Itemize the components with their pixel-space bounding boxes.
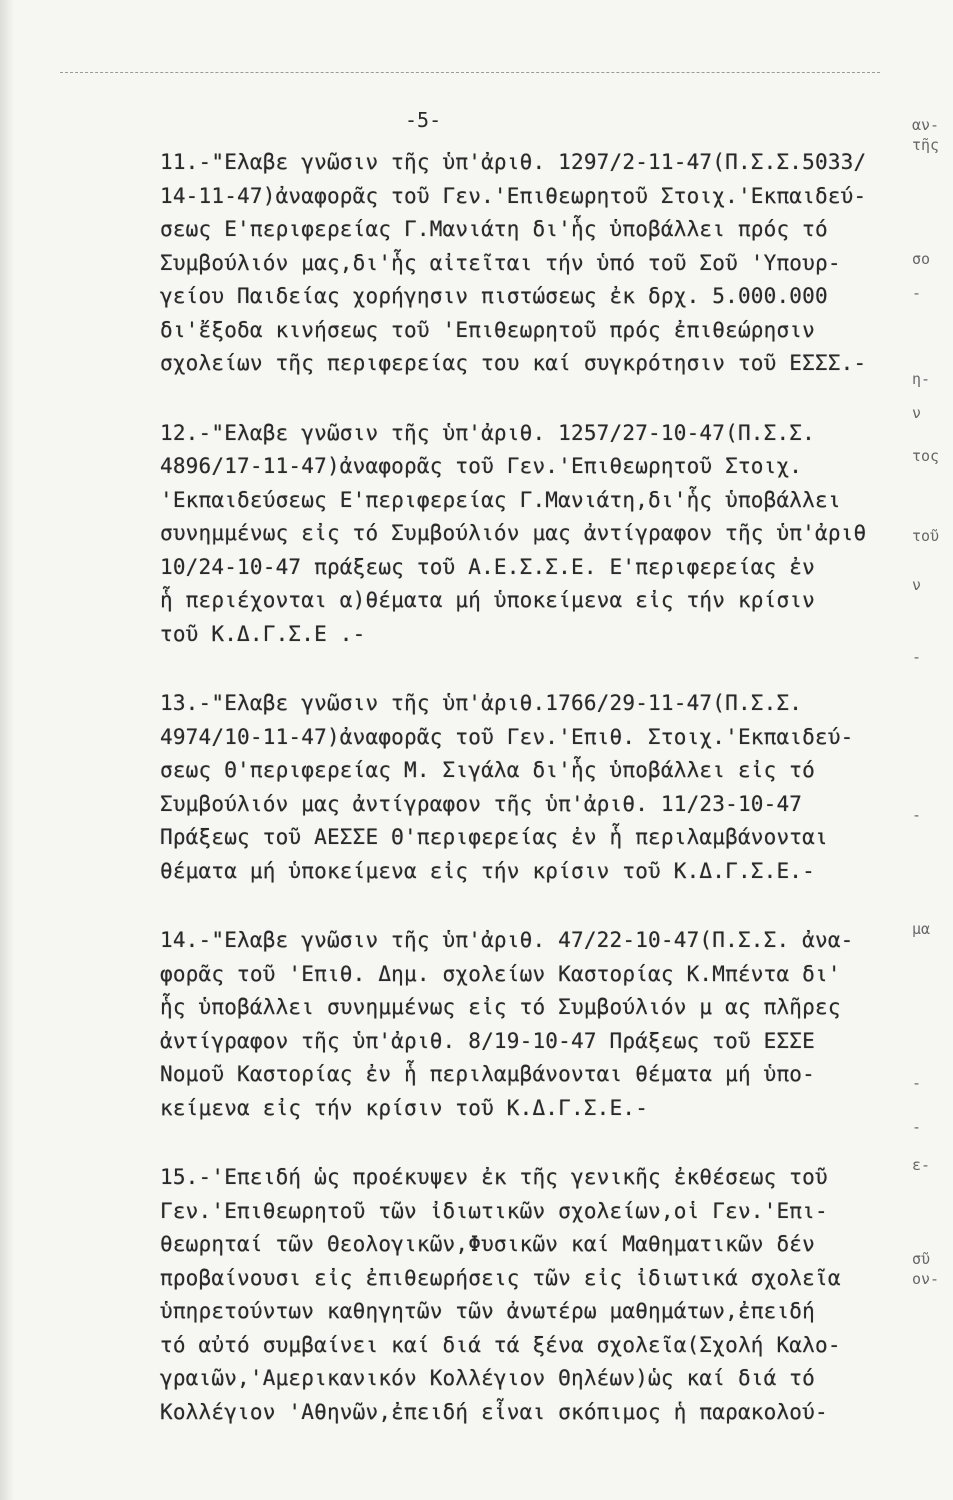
text-line: Κολλέγιον 'Αθηνῶν,ἐπειδή εἶναι σκόπιμος ἡ παρακολού- xyxy=(160,1399,828,1424)
margin-note: ν xyxy=(912,576,922,594)
text-line: θεωρηταί τῶν Θεολογικῶν,Φυσικῶν καί Μαθηματικῶν δέν xyxy=(160,1232,815,1256)
text-line: 13.-"Ελαβε γνῶσιν τῆς ὑπ'ἀριθ.1766/29-11-47(Π.Σ.Σ. xyxy=(160,691,803,715)
text-line: 11.-"Ελαβε γνῶσιν τῆς ὑπ'ἀριθ. 1297/2-11-47(Π.Σ.Σ.5033/ xyxy=(160,150,867,174)
text-line: προβαίνουσι εἰς ἐπιθεωρήσεις τῶν εἰς ἰδιωτικά σχολεῖα xyxy=(160,1265,841,1290)
text-line: Πράξεως τοῦ ΑΕΣΣΕ Θ'περιφερείας ἐν ἧ περιλαμβάνονται xyxy=(160,825,828,849)
text-line: δι'ἔξοδα κινήσεως τοῦ 'Επιθεωρητοῦ πρός ἐπιθεώρησιν xyxy=(160,317,815,342)
page-number: -5- xyxy=(405,108,442,132)
margin-note: η- xyxy=(912,370,931,388)
text-line: 14.-"Ελαβε γνῶσιν τῆς ὑπ'ἀριθ. 47/22-10-47(Π.Σ.Σ. ἀνα- xyxy=(160,928,854,952)
text-line: ἀντίγραφον τῆς ὑπ'ἀριθ. 8/19-10-47 Πράξεως τοῦ ΕΣΣΕ xyxy=(160,1028,815,1053)
text-line: τό αὐτό συμβαίνει καί διά τά ξένα σχολεῖα(Σχολή Καλο- xyxy=(160,1332,841,1357)
text-line: κείμενα εἰς τήν κρίσιν τοῦ Κ.Δ.Γ.Σ.Ε.- xyxy=(160,1095,649,1120)
text-line: γείου Παιδείας χορήγησιν πιστώσεως ἐκ δρχ. 5.000.000 xyxy=(160,284,828,308)
text-line: σεως Ε'περιφερείας Γ.Μανιάτη δι'ἧς ὑποβάλλει πρός τό xyxy=(160,217,828,241)
text-line: 14-11-47)ἀναφορᾶς τοῦ Γεν.'Επιθεωρητοῦ Στοιχ.'Εκπαιδεύ- xyxy=(160,183,867,208)
margin-note: - xyxy=(912,648,922,666)
text-line: 4974/10-11-47)ἀναφορᾶς τοῦ Γεν.'Επιθ. Στοιχ.'Εκπαιδεύ- xyxy=(160,724,854,749)
text-line: 4896/17-11-47)ἀναφορᾶς τοῦ Γεν.'Επιθεωρητοῦ Στοιχ. xyxy=(160,454,803,478)
margin-note: ε- xyxy=(912,1156,931,1174)
margin-note: σῦ xyxy=(912,1250,931,1268)
text-line: 'Εκπαιδεύσεως Ε'περιφερείας Γ.Μανιάτη,δι'ἧς ὑποβάλλει xyxy=(160,487,841,512)
text-line: 12.-"Ελαβε γνῶσιν τῆς ὑπ'ἀριθ. 1257/27-10-47(Π.Σ.Σ. xyxy=(160,420,815,445)
margin-note: - xyxy=(912,806,922,824)
text-line: σεως Θ'περιφερείας Μ. Σιγάλα δι'ἧς ὑποβάλλει εἰς τό xyxy=(160,758,815,782)
top-rule xyxy=(60,72,880,73)
binding-edge-text xyxy=(12,1190,30,1440)
margin-notes xyxy=(912,0,953,1500)
text-line: 15.-'Επειδή ὡς προέκυψεν ἐκ τῆς γενικῆς ἐκθέσεως τοῦ xyxy=(160,1165,828,1189)
document-body xyxy=(160,146,905,1465)
margin-note: τοῦ xyxy=(912,527,940,545)
text-line: Γεν.'Επιθεωρητοῦ τῶν ἰδιωτικῶν σχολείων,οἱ Γεν.'Επι- xyxy=(160,1198,828,1223)
margin-note: τος xyxy=(912,447,940,465)
margin-note: μα xyxy=(912,920,931,938)
margin-note: τῆς xyxy=(912,136,940,154)
text-line: θέματα μή ὑποκείμενα εἰς τήν κρίσιν τοῦ Κ.Δ.Γ.Σ.Ε.- xyxy=(160,858,815,883)
margin-note: - xyxy=(912,284,922,302)
paragraph-13 xyxy=(160,687,905,888)
margin-note: αν- xyxy=(912,116,940,134)
margin-note: - xyxy=(912,1074,922,1092)
paragraph-12 xyxy=(160,417,905,652)
margin-note: ν xyxy=(912,404,922,422)
margin-note: σο xyxy=(912,250,931,268)
paragraph-11 xyxy=(160,146,905,381)
text-line: σχολείων τῆς περιφερείας του καί συγκρότησιν τοῦ ΕΣΣΣ.- xyxy=(160,351,867,375)
paragraph-15 xyxy=(160,1161,905,1429)
text-line: φορᾶς τοῦ 'Επιθ. Δημ. σχολείων Καστορίας Κ.Μπέντα δι' xyxy=(160,961,841,986)
text-line: ὑπηρετούντων καθηγητῶν τῶν ἀνωτέρω μαθημάτων,ἐπειδή xyxy=(160,1299,815,1323)
margin-note: - xyxy=(912,1118,922,1136)
text-line: γραιῶν,'Αμερικανικόν Κολλέγιον Θηλέων)ὡς καί διά τό xyxy=(160,1366,815,1390)
text-line: Συμβούλιόν μας ἀντίγραφον τῆς ὑπ'ἀριθ. 11/23-10-47 xyxy=(160,791,803,816)
text-line: ἧς ὑποβάλλει συνημμένως εἰς τό Συμβούλιόν μ ας πλῆρες xyxy=(160,995,841,1019)
paragraph-14 xyxy=(160,924,905,1125)
text-line: ἧ περιέχονται α)θέματα μή ὑποκείμενα εἰς τήν κρίσιν xyxy=(160,588,815,612)
text-line: τοῦ Κ.Δ.Γ.Σ.Ε .- xyxy=(160,621,366,646)
text-line: Νομοῦ Καστορίας ἐν ἧ περιλαμβάνονται θέματα μή ὑπο- xyxy=(160,1062,815,1086)
text-line: συνημμένως εἰς τό Συμβούλιόν μας ἀντίγραφον τῆς ὑπ'ἀριθ xyxy=(160,521,867,545)
margin-note: ον- xyxy=(912,1270,940,1288)
text-line: Συμβούλιόν μας,δι'ἧς αἰτεῖται τήν ὑπό τοῦ Σοῦ 'Υπουρ- xyxy=(160,250,841,275)
text-line: 10/24-10-47 πράξεως τοῦ Α.Ε.Σ.Σ.Ε. Ε'περιφερείας ἐν xyxy=(160,554,815,579)
